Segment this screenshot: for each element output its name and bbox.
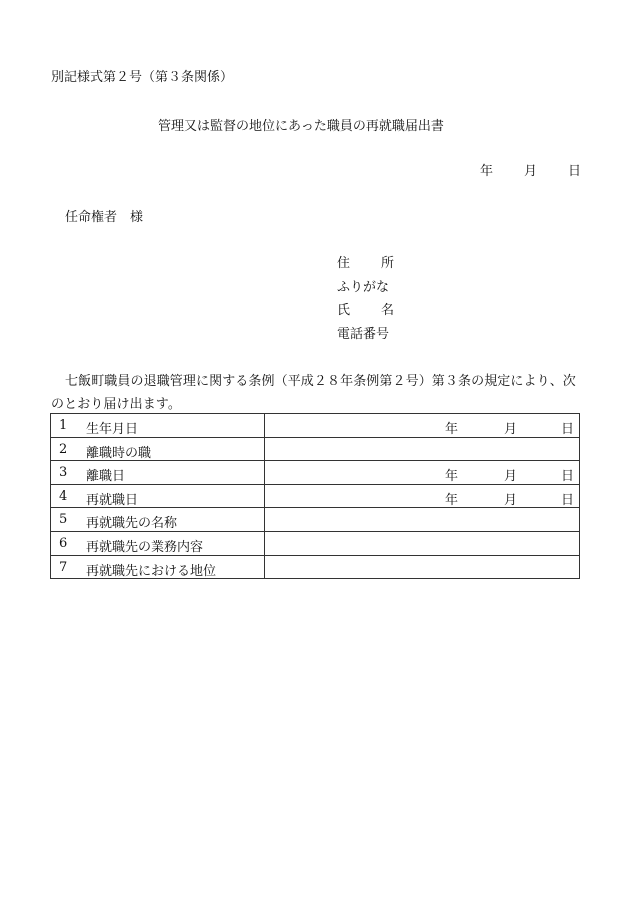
address-label-char-1: 住 [337, 256, 351, 271]
date-month-label: 月 [504, 469, 518, 485]
date-day-label: 日 [561, 422, 575, 437]
item-label-cell [51, 461, 265, 485]
item-number: 4 [59, 488, 68, 504]
item-label-cell [51, 437, 265, 461]
document-title: 管理又は監督の地位にあった職員の再就職届出書 [158, 119, 444, 134]
item-label: 再就職先における地位 [86, 563, 217, 579]
item-label: 離職日 [86, 469, 126, 485]
reemployment-date-field[interactable] [265, 484, 580, 508]
table-row [51, 461, 580, 485]
appointer-addressee: 任命権者 様 [65, 210, 144, 225]
declaration-text: 七飯町職員の退職管理に関する条例（平成２８年条例第２号）第３条の規定により、次のとおり届け出ます。 [51, 374, 576, 412]
position-at-separation-field[interactable] [265, 437, 580, 461]
submission-date[interactable] [480, 160, 580, 178]
item-label-cell [51, 555, 265, 579]
item-label: 再就職先の業務内容 [86, 539, 204, 555]
date-day-label: 日 [561, 492, 575, 508]
furigana-label: ふりがな [337, 279, 390, 295]
item-number: 1 [59, 418, 68, 433]
item-label: 再就職日 [86, 492, 139, 508]
address-label-char-2: 所 [381, 256, 395, 271]
table-row [51, 555, 580, 579]
table-row [51, 437, 580, 461]
address-row[interactable] [337, 252, 457, 276]
name-label-char-1: 氏 [337, 303, 351, 318]
phone-row[interactable] [337, 323, 457, 347]
date-year-label: 年 [445, 492, 459, 508]
date-year-label: 年 [445, 469, 459, 485]
item-number: 7 [59, 559, 68, 575]
name-row[interactable] [337, 299, 457, 323]
item-label-cell [51, 508, 265, 532]
new-employer-business-field[interactable] [265, 531, 580, 555]
new-employer-name-field[interactable] [265, 508, 580, 532]
date-year-label: 年 [445, 422, 459, 437]
item-number: 2 [59, 441, 68, 457]
date-month-label: 月 [524, 164, 538, 179]
table-row [51, 414, 580, 438]
item-label-cell [51, 531, 265, 555]
item-number: 3 [59, 465, 68, 481]
applicant-info-block [337, 252, 457, 346]
table-row [51, 508, 580, 532]
item-label-cell [51, 414, 265, 438]
separation-date-field[interactable] [265, 461, 580, 485]
date-month-label: 月 [504, 422, 518, 437]
date-month-label: 月 [504, 492, 518, 508]
item-label: 生年月日 [86, 422, 139, 437]
date-day-label: 日 [568, 164, 582, 179]
item-label: 離職時の職 [86, 445, 152, 461]
name-label-char-2: 名 [381, 303, 395, 318]
item-label-cell [51, 484, 265, 508]
items-table [50, 413, 580, 579]
item-number: 5 [59, 512, 68, 528]
date-year-label: 年 [480, 164, 494, 179]
phone-label: 電話番号 [337, 326, 390, 342]
new-position-field[interactable] [265, 555, 580, 579]
table-row [51, 484, 580, 508]
table-row [51, 531, 580, 555]
birth-date-field[interactable] [265, 414, 580, 438]
form-number: 別記様式第２号（第３条関係） [51, 70, 234, 85]
furigana-row[interactable] [337, 276, 457, 300]
item-number: 6 [59, 535, 68, 551]
date-day-label: 日 [561, 469, 575, 485]
item-label: 再就職先の名称 [86, 516, 178, 532]
